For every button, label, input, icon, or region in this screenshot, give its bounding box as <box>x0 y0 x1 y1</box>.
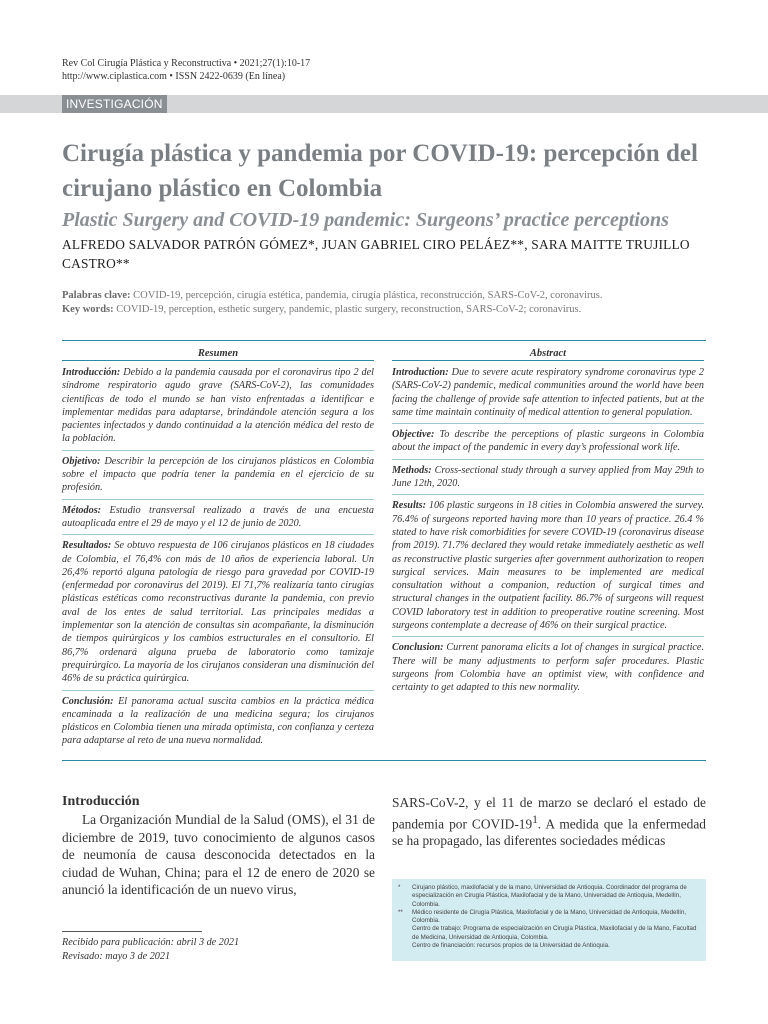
abs-label: Results: <box>392 500 426 512</box>
abs-label: Conclusión: <box>62 695 114 707</box>
abs-text: 106 plastic surgeons in 18 cities in Colombia answered the survey. 76.4% of surgeons reported having more than 10 years of practice. 26.4 % stated to have risk comorbidities for severe COVID-19 (coronavirus disease from 2019). 71.7% declared they would retake immediately aesthetic as well as reconstructive plastic surgeries after government authorization to reopen surgical services. Main measures to be implemented are medical consultation without a companion, reduction of surgical times and structural changes in the outpatient facility. 86.7% of surgeons will request COVID laboratory test in addition to preoperative routine screening. Most surgeons contemplate a decrease of 46% on their surgical practice. <box>392 500 704 632</box>
abs-text: Current panorama elicits a lot of changes in surgical practice. There will be many adjustments to perform safer procedures. Plastic surgeons from Colombia have an optimist view, with confidence and certainty to get adapted to this new normality. <box>392 642 704 694</box>
journal-header <box>62 57 310 83</box>
resumen-heading: Resumen <box>197 348 239 359</box>
abs-text: Debido a la pandemia causada por el coronavirus tipo 2 del síndrome respiratorio agudo grave (SARS-CoV-2), las comunidades científicas de todo el mundo se han visto enfrentadas a identificar e implementar medidas para adaptarse, brindándole atención segura a los pacientes infectados y dando continuidad a la atención médica del resto de la población. <box>62 367 374 445</box>
footnote-mark <box>398 925 412 942</box>
keywords-en-label: Key words: <box>62 304 114 315</box>
resumen-heading-rule <box>62 360 374 361</box>
abstract-results <box>392 497 704 637</box>
resumen-resultados <box>62 537 374 690</box>
abstract-methods <box>392 462 704 496</box>
footnote <box>398 925 700 942</box>
abstract-conclusion <box>392 639 704 698</box>
keywords-english <box>62 303 722 317</box>
footnote-mark: * <box>398 884 401 891</box>
abstract-column <box>392 364 704 701</box>
journal-url-issn: http://www.ciplastica.com • ISSN 2422-0639 (En línea) <box>62 71 286 82</box>
title-english: Plastic Surgery and COVID-19 pandemic: Surgeons’ practice perceptions <box>62 209 669 231</box>
journal-citation: Rev Col Cirugía Plástica y Reconstructiva • 2021;27(1):10-17 <box>62 58 311 69</box>
abs-text: El panorama actual suscita cambios en la práctica médica encaminada a la realización de una medicina segura; los cirujanos plásticos en Colombia tienen una mirada optimista, con confianza y certeza para adaptarse al reto de una nueva normalidad. <box>62 695 374 747</box>
abs-text: Due to severe acute respiratory syndrome coronavirus type 2 (SARS-CoV-2) pandemic, medical communities around the world have been facing the challenge of provide safe attention to infected patients, but at the same time maintain continuity of medical attention to general population. <box>392 367 704 418</box>
keywords-es-label: Palabras clave: <box>62 290 131 301</box>
footnote-text: Centro de trabajo: Programa de especialización en Cirugía Plástica, Maxilofacial y de la Mano, Facultad de Medicina, Universidad de Antioquia, Colombia. <box>412 925 697 941</box>
keywords-en-text: COVID-19, perception, esthetic surgery, pandemic, plastic surgery, reconstruction, SARS-CoV-2; coronavirus. <box>113 304 582 315</box>
keywords-spanish <box>62 289 722 303</box>
revised-date: Revisado: mayo 3 de 2021 <box>62 951 171 962</box>
abs-text: Cross-sectional study through a survey applied from May 29th to June 12th, 2020. <box>392 464 704 490</box>
abs-label: Objective: <box>392 429 435 441</box>
keywords-block <box>62 289 722 317</box>
abs-label: Resultados: <box>62 540 112 552</box>
abs-label: Methods: <box>392 464 432 476</box>
abs-text: Describir la percepción de los cirujanos plásticos en Colombia sobre el impacto que podría tener la pandemia en el ejercicio de su profesión. <box>62 455 374 494</box>
footnote <box>398 909 700 926</box>
resumen-introduccion <box>62 364 374 451</box>
resumen-conclusion <box>62 693 374 752</box>
abstract-introduction <box>392 364 704 424</box>
abstract-top-rule <box>62 340 706 341</box>
footnote-text: Centro de financiación: recursos propios de la Universidad de Antioquia. <box>412 942 610 950</box>
title-spanish: Cirugía plástica y pandemia por COVID-19: percepción del cirujano plástico en Colombia <box>62 140 698 202</box>
body-text: . A medida que la enfermedad se ha propagado, las diferentes sociedades médicas <box>392 815 706 849</box>
abs-label: Objetivo: <box>62 455 101 467</box>
resumen-objetivo <box>62 453 374 500</box>
abs-label: Métodos: <box>62 504 102 516</box>
body-text: La Organización Mundial de la Salud (OMS), el 31 de diciembre de 2019, tuvo conocimiento de algunos casos de neumonía de causa desconocida detectados en la ciudad de Wuhan, China; para el 12 de enero de 2020 se anunció la identificación de un nuevo virus, <box>62 812 375 897</box>
received-date: Recibido para publicación: abril 3 de 2021 <box>62 937 240 948</box>
abs-label: Introducción: <box>62 367 121 378</box>
footnote <box>398 942 700 950</box>
abstract-bottom-rule <box>62 760 706 761</box>
article-history <box>62 936 239 964</box>
section-tag: INVESTIGACIÓN <box>62 95 167 113</box>
footnote <box>398 884 700 909</box>
abstract-heading-rule <box>392 360 704 361</box>
resumen-column <box>62 364 374 754</box>
resumen-metodos <box>62 502 374 536</box>
abs-text: To describe the perceptions of plastic surgeons in Colombia about the impact of the pandemic in every day’s professional work life. <box>392 429 704 454</box>
body-text: SARS-CoV-2, y el 11 de marzo se declaró el estado de pandemia por COVID-19 <box>392 795 706 831</box>
author-footnotes <box>392 879 706 961</box>
citation-ref: 1 <box>532 813 538 826</box>
abs-text: Se obtuvo respuesta de 106 cirujanos plásticos en 18 ciudades de Colombia, el 76,4% con más de 10 años de experiencia laboral. Un 26,4% reportó alguna patología de riesgo para gravedad por COVID-19 (enfermedad por coronavirus del 2019). El 71,7% realizaría tanto cirugías plásticas estéticas como reconstructivas durante la pandemia, con previo aval de los entes de salud territorial. Las principales medidas a implementar son la atención de consultas sin acompañante, la disminución de tiempos quirúrgicos y los cambios estructurales en el consultorio. El 86,7% ordenará alguna prueba de laboratorio como tamizaje prequirúrgico. La mayoría de los cirujanos consideran una disminución del 46% de su práctica quirúrgica. <box>62 540 374 685</box>
keywords-es-text: COVID-19, percepción, cirugía estética, pandemia, cirugía plástica, reconstrucción, SARS-CoV-2, coronavirus. <box>130 290 603 301</box>
footnote-text: Cirujano plástico, maxilofacial y de la mano, Universidad de Antioquia. Coordinador del programa de especialización en Cirugía Plástica, Maxilofacial y de la Mano, Universidad de Antioquia, Medellín, Colombia. <box>412 884 687 908</box>
author-list: ALFREDO SALVADOR PATRÓN GÓMEZ*, JUAN GABRIEL CIRO PELÁEZ**, SARA MAITTE TRUJILLO CASTRO** <box>62 237 690 271</box>
abs-label: Conclusion: <box>392 642 444 654</box>
introduccion-left-text <box>62 811 375 899</box>
abstract-objective <box>392 426 704 460</box>
footnote-mark: ** <box>398 908 403 916</box>
history-rule <box>62 931 202 932</box>
abs-text: Estudio transversal realizado a través de una encuesta autoaplicada entre el 29 de mayo y el 12 de junio de 2020. <box>62 504 374 529</box>
abs-label: Introduction: <box>392 367 449 378</box>
introduccion-right-text <box>392 794 706 850</box>
abstract-heading: Abstract <box>529 348 567 359</box>
footnote-text: Médico residente de Cirugía Plástica, Maxilofacial y de la Mano, Universidad de Antioquia, Medellín, Colombia. <box>412 908 687 925</box>
footnote-mark <box>398 942 412 950</box>
introduccion-heading: Introducción <box>62 794 140 809</box>
